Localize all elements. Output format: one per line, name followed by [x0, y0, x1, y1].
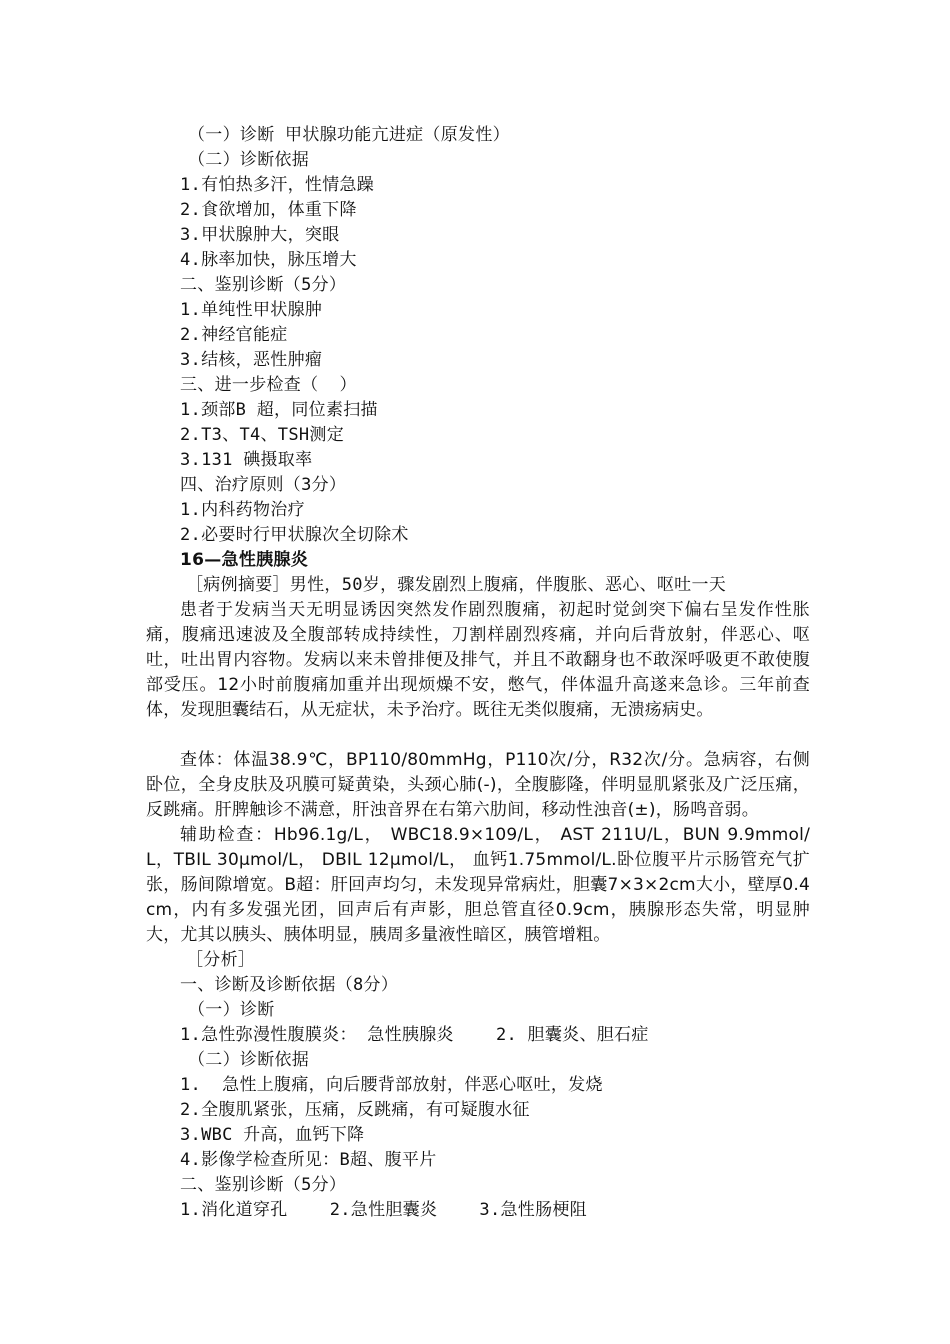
basis-item: 1.有怕热多汗，性情急躁: [180, 175, 375, 195]
exam-item: 2.T3、T4、TSH测定: [180, 425, 345, 445]
history-paragraph: 患者于发病当天无明显诱因突然发作剧烈腹痛，初起时觉剑突下偏右呈发作性胀痛，腹痛迅速波及全腹部转成持续性，刀割样剧烈疼痛，并向后背放射，伴恶心、呕吐，吐出胃内容物。发病以来未曾排便及排气，并且不敢翻身也不敢深呼吸更不敢使腹部受压。12小时前腹痛加重并出现烦燥不安，憋气，伴体温升高遂来急诊。三年前查体，发现胆囊结石，从无症状，未予治疗。既往无类似腹痛，无溃疡病史。: [146, 600, 810, 720]
basis-item: 2.食欲增加，体重下降: [180, 200, 357, 220]
differential-heading: 二、鉴别诊断（5分）: [180, 1175, 347, 1195]
diagnosis-basis-heading: （二）诊断依据: [188, 1050, 310, 1070]
case-summary: ［病例摘要］男性，50岁，骤发剧烈上腹痛，伴腹胀、恶心、呕吐一天: [186, 575, 727, 595]
basis-item: 1. 急性上腹痛，向后腰背部放射，伴恶心呕吐，发烧: [180, 1075, 603, 1095]
treatment-heading: 四、治疗原则（3分）: [180, 475, 347, 495]
further-exam-heading: 三、进一步检查（ ）: [180, 375, 357, 395]
basis-item: 3.甲状腺肿大，突眼: [180, 225, 340, 245]
basis-item: 4.脉率加快，脉压增大: [180, 250, 357, 270]
case-title: 16—急性胰腺炎: [180, 550, 309, 570]
treatment-item: 2.必要时行甲状腺次全切除术: [180, 525, 409, 545]
analysis-label: ［分析］: [186, 950, 256, 970]
differential-item: 2.神经官能症: [180, 325, 288, 345]
differential-item: 1.单纯性甲状腺肿: [180, 300, 323, 320]
differential-heading: 二、鉴别诊断（5分）: [180, 275, 347, 295]
basis-item: 3.WBC 升高，血钙下降: [180, 1125, 365, 1145]
basis-item: 2.全腹肌紧张，压痛，反跳痛，有可疑腹水征: [180, 1100, 530, 1120]
diagnosis-basis-heading: （二）诊断依据: [188, 150, 310, 170]
exam-paragraph: 查体：体温38.9℃，BP110/80mmHg，P110次/分，R32次/分。急病容，右侧卧位，全身皮肤及巩膜可疑黄染，头颈心肺(-)，全腹膨隆，伴明显肌紧张及广泛压痛，反跳痛。肝脾触诊不满意，肝浊音界在右第六肋间，移动性浊音(±)，肠鸣音弱。: [146, 750, 810, 820]
diagnosis-item: 1.急性弥漫性腹膜炎： 急性胰腺炎 2. 胆囊炎、胆石症: [180, 1025, 649, 1045]
auxiliary-exam-paragraph: 辅助检查：Hb96.1g/L， WBC18.9×109/L， AST 211U/L，BUN 9.9mmol/L，TBIL 30μmol/L， DBIL 12μmol/L， 血钙1.75mmol/L.卧位腹平片示肠管充气扩张，肠间隙增宽。B超：肝回声均匀，未发现异常病灶，胆囊7×3×2cm大小，壁厚0.4cm，内有多发强光团，回声后有声影，胆总管直径0.9cm，胰腺形态失常，明显肿大，尤其以胰头、胰体明显，胰周多量液性暗区，胰管增粗。: [146, 825, 810, 945]
treatment-item: 1.内科药物治疗: [180, 500, 305, 520]
differential-item: 1.消化道穿孔 2.急性胆囊炎 3.急性肠梗阻: [180, 1200, 587, 1220]
exam-item: 1.颈部B 超，同位素扫描: [180, 400, 378, 420]
differential-item: 3.结核，恶性肿瘤: [180, 350, 323, 370]
diagnosis-subheading: （一）诊断: [188, 1000, 275, 1020]
diagnosis-line: （一）诊断 甲状腺功能亢进症（原发性）: [188, 125, 510, 145]
basis-item: 4.影像学检查所见：B超、腹平片: [180, 1150, 437, 1170]
diagnosis-section-heading: 一、诊断及诊断依据（8分）: [180, 975, 399, 995]
exam-item: 3.131 碘摄取率: [180, 450, 313, 470]
